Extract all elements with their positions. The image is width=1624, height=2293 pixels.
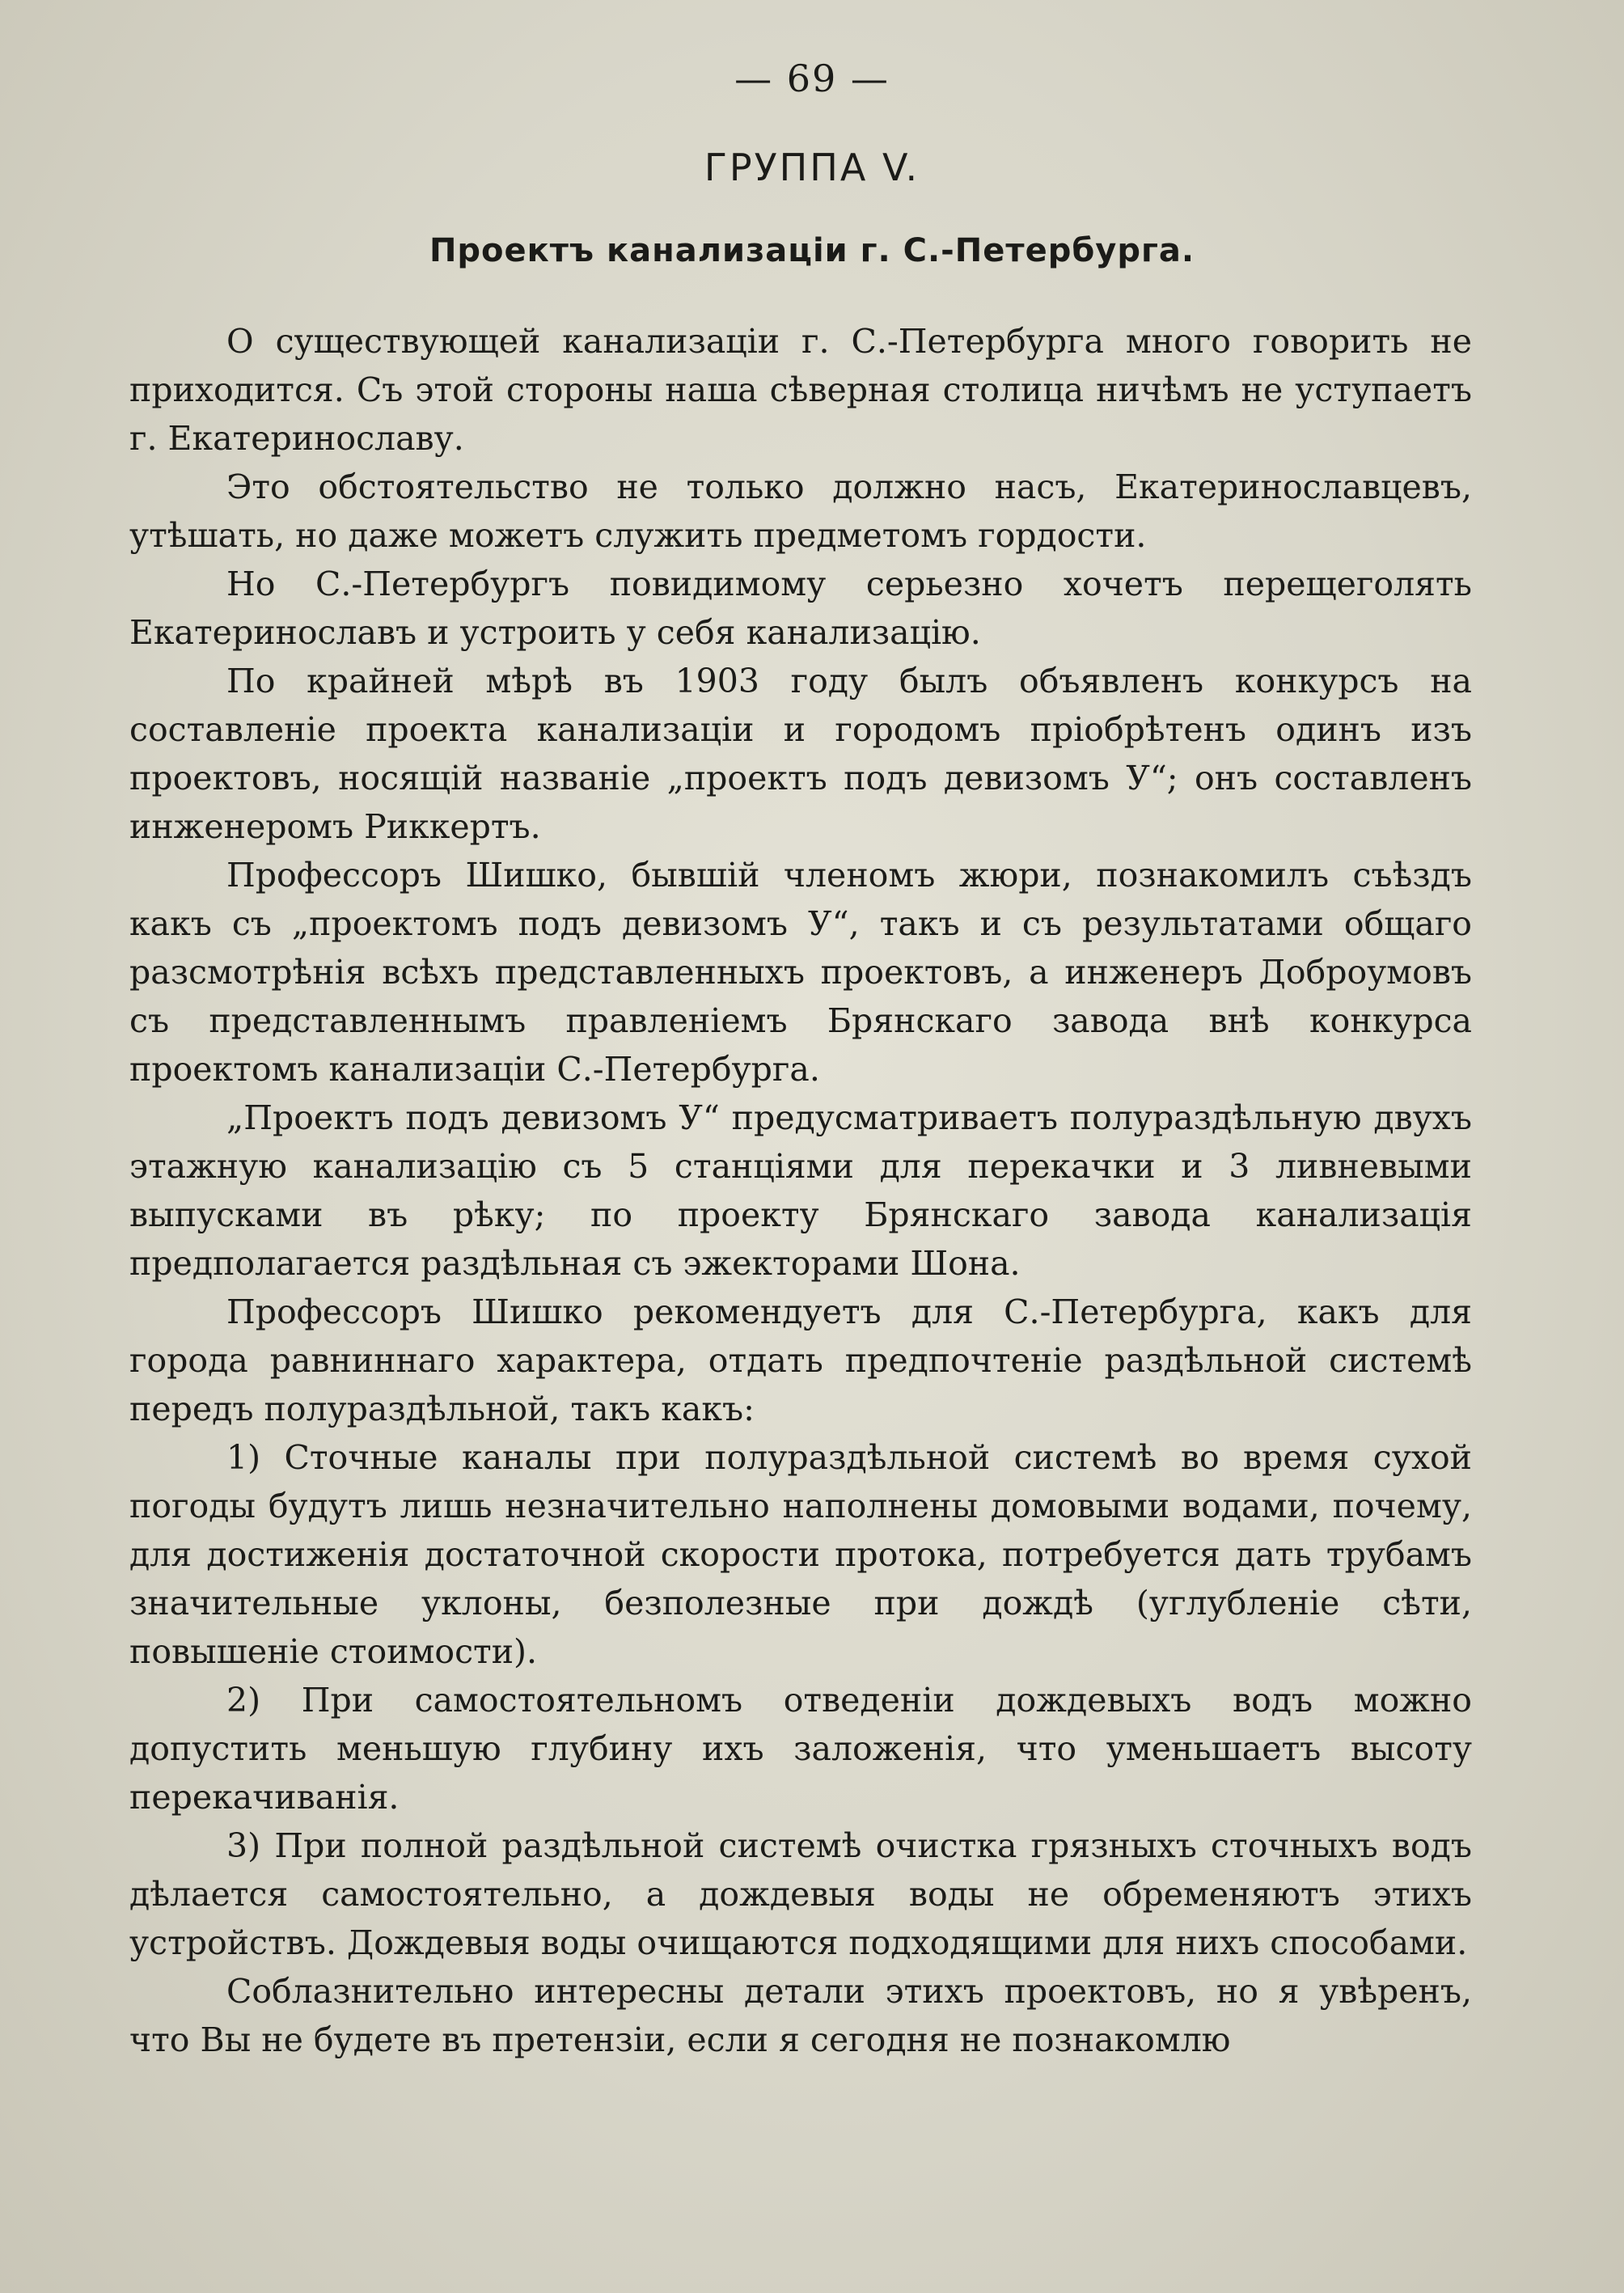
paragraph: По крайней мѣрѣ въ 1903 году былъ объявленъ конкурсъ на составленіе проекта канализаціи и городомъ пріобрѣтенъ одинъ изъ проектовъ, носящій названіе „проектъ подъ девизомъ У“; онъ составленъ инженеромъ Риккертъ. [129,662,1472,846]
page-number: — 69 — [734,57,890,100]
list-item: 2) При самостоятельномъ отведеніи дождевыхъ водъ можно допустить меньшую глубину ихъ заложенія, что уменьшаетъ высоту перекачиванія. [129,1681,1472,1817]
paragraph: О существующей канализаціи г. С.-Петербурга много говорить не приходится. Съ этой стороны наша сѣверная столица ничѣмъ не уступаетъ г. Екатеринославу. [129,322,1472,458]
paragraph: Это обстоятельство не только должно насъ, Екатеринославцевъ, утѣшать, но даже можетъ служить предметомъ гордости. [129,467,1472,555]
list-item: 3) При полной раздѣльной системѣ очистка грязныхъ сточныхъ водъ дѣлается самостоятельно, а дождевыя воды не обременяютъ этихъ устройствъ. Дождевыя воды очищаются подходящими для нихъ способами. [129,1826,1472,1962]
article-title: Проектъ канализаціи г. С.-Петербурга. [429,232,1195,269]
paragraph: Но С.-Петербургъ повидимому серьезно хочетъ перещеголять Екатеринославъ и устроить у себя канализацію. [129,565,1472,652]
paragraph: Профессоръ Шишко, бывшій членомъ жюри, познакомилъ съѣздъ какъ съ „проектомъ подъ девизомъ У“, такъ и съ результатами общаго разсмотрѣнія всѣхъ представленныхъ проектовъ, а инженеръ Доброумовъ съ представленнымъ правленіемъ Брянскаго завода внѣ конкурса проектомъ канализаціи С.-Петербурга. [129,856,1472,1089]
paragraph: Профессоръ Шишко рекомендуетъ для С.-Петербурга, какъ для города равниннаго характера, отдать предпочтеніе раздѣльной системѣ передъ полураздѣльной, такъ какъ: [129,1292,1472,1428]
body-text [129,317,1472,2064]
paragraph: Соблазнительно интересны детали этихъ проектовъ, но я увѣренъ, что Вы не будете въ претензіи, если я сегодня не познакомлю [129,1972,1472,2059]
paragraph: „Проектъ подъ девизомъ У“ предусматриваетъ полураздѣльную двухъ этажную канализацію съ 5 станціями для перекачки и 3 ливневыми выпусками въ рѣку; по проекту Брянскаго завода канализація предполагается раздѣльная съ эжекторами Шона. [129,1098,1472,1283]
list-item: 1) Сточные каналы при полураздѣльной системѣ во время сухой погоды будутъ лишь незначительно наполнены домовыми водами, почему, для достиженія достаточной скорости протока, потребуется дать трубамъ значительные уклоны, безполезные при дождѣ (углубленіе сѣти, повышеніе стоимости). [129,1438,1472,1671]
group-title: ГРУППА V. [704,146,920,189]
